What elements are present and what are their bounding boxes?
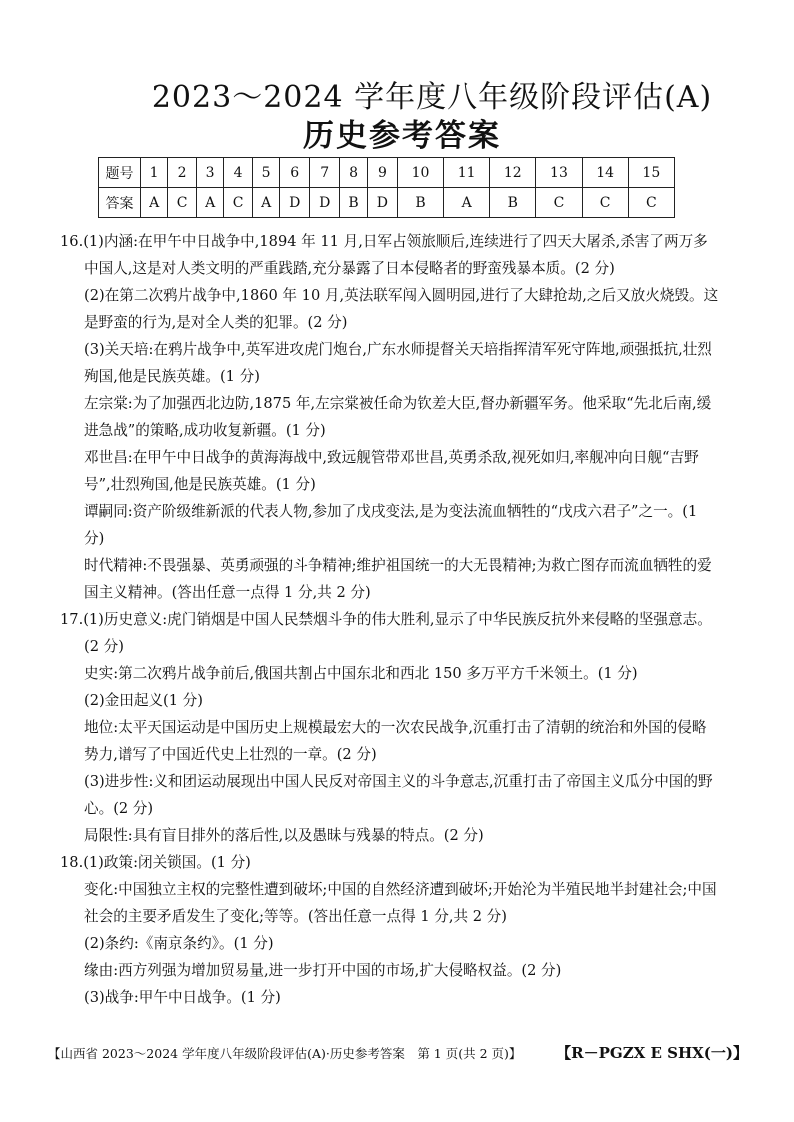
question-number: 6 — [280, 158, 310, 188]
answer-paragraph: 史实:第二次鸦片战争前后,俄国共割占中国东北和西北 150 多万平方千米领土。(1 分) — [84, 665, 638, 682]
answer-cell: D — [367, 188, 397, 218]
number-row-label: 题号 — [99, 158, 141, 188]
answer-cell: A — [444, 188, 490, 218]
question-number: 13 — [536, 158, 582, 188]
question-number: 14 — [582, 158, 628, 188]
answer-paragraph: (2)在第二次鸦片战争中,1860 年 10 月,英法联军闯入圆明园,进行了大肆抢劫,之后又放火烧毁。这是野蛮的行为,是对全人类的犯罪。(2 分) — [84, 287, 719, 331]
answer-cell: C — [582, 188, 628, 218]
answer-paragraph: 缘由:西方列强为增加贸易量,进一步打开中国的市场,扩大侵略权益。(2 分) — [84, 962, 562, 979]
question-number: 11 — [444, 158, 490, 188]
answer-body — [60, 228, 720, 1011]
question-number: 3 — [197, 158, 224, 188]
answer-paragraph: 18.(1)政策:闭关锁国。(1 分) — [60, 854, 251, 871]
document-subtitle: 历史参考答案 — [303, 118, 501, 154]
question-number: 10 — [397, 158, 443, 188]
question-number: 4 — [224, 158, 253, 188]
answer-paragraph: 17.(1)历史意义:虎门销烟是中国人民禁烟斗争的伟大胜利,显示了中华民族反抗外来侵略的坚强意志。(2 分) — [60, 611, 712, 655]
answer-table-answer-row — [99, 188, 675, 218]
answer-paragraph: 谭嗣同:资产阶级维新派的代表人物,参加了戊戌变法,是为变法流血牺牲的“戊戌六君子”之一。(1 分) — [84, 503, 698, 547]
answer-paragraph: 局限性:具有盲目排外的落后性,以及愚昧与残暴的特点。(2 分) — [84, 827, 484, 844]
question-number: 15 — [628, 158, 674, 188]
question-17 — [60, 606, 720, 849]
question-number: 5 — [253, 158, 280, 188]
footer-code: 【R－PGZX E SHX(一)】 — [556, 1044, 748, 1062]
answer-cell: B — [490, 188, 536, 218]
answer-paragraph: (3)关天培:在鸦片战争中,英军进攻虎门炮台,广东水师提督关天培指挥清军死守阵地,顽强抵抗,壮烈殉国,他是民族英雄。(1 分) — [84, 341, 712, 385]
question-number: 2 — [168, 158, 197, 188]
question-18 — [60, 849, 720, 1011]
answer-table — [98, 157, 675, 218]
question-number: 7 — [310, 158, 340, 188]
answer-paragraph: 时代精神:不畏强暴、英勇顽强的斗争精神;维护祖国统一的大无畏精神;为救亡图存而流血牺牲的爱国主义精神。(答出任意一点得 1 分,共 2 分) — [84, 557, 712, 601]
answer-cell: C — [628, 188, 674, 218]
page-footer — [48, 1042, 748, 1063]
question-number: 12 — [490, 158, 536, 188]
question-number: 8 — [340, 158, 368, 188]
document-title: 2023～2024 学年度八年级阶段评估(A) — [151, 80, 713, 115]
answer-paragraph: 16.(1)内涵:在甲午中日战争中,1894 年 11 月,日军占领旅顺后,连续进行了四天大屠杀,杀害了两万多中国人,这是对人类文明的严重践踏,充分暴露了日本侵略者的野蛮残暴本质。(2 分) — [60, 233, 708, 277]
answer-paragraph: (2)金田起义(1 分) — [84, 692, 203, 709]
footer-source: 【山西省 2023～2024 学年度八年级阶段评估(A)·历史参考答案 第 1 页(共 2 页)】 — [48, 1045, 522, 1061]
answer-cell: D — [280, 188, 310, 218]
answer-paragraph: 地位:太平天国运动是中国历史上规模最宏大的一次农民战争,沉重打击了清朝的统治和外国的侵略势力,谱写了中国近代史上壮烈的一章。(2 分) — [84, 719, 707, 763]
question-16 — [60, 228, 720, 606]
answer-paragraph: 左宗棠:为了加强西北边防,1875 年,左宗棠被任命为钦差大臣,督办新疆军务。他采取“先北后南,缓进急战”的策略,成功收复新疆。(1 分) — [84, 395, 712, 439]
answer-paragraph: (3)战争:甲午中日战争。(1 分) — [84, 989, 281, 1006]
answer-paragraph: (3)进步性:义和团运动展现出中国人民反对帝国主义的斗争意志,沉重打击了帝国主义瓜分中国的野心。(2 分) — [84, 773, 713, 817]
answer-cell: C — [536, 188, 582, 218]
answer-paragraph: 邓世昌:在甲午中日战争的黄海海战中,致远舰管带邓世昌,英勇杀敌,视死如归,率舰冲向日舰“吉野号”,壮烈殉国,他是民族英雄。(1 分) — [84, 449, 699, 493]
question-number: 1 — [141, 158, 168, 188]
answer-cell: A — [141, 188, 168, 218]
answer-row-label: 答案 — [99, 188, 141, 218]
question-number: 9 — [367, 158, 397, 188]
answer-cell: B — [340, 188, 368, 218]
answer-cell: B — [397, 188, 443, 218]
answer-cell: C — [224, 188, 253, 218]
answer-table-number-row — [99, 158, 675, 188]
answer-cell: C — [168, 188, 197, 218]
answer-cell: A — [197, 188, 224, 218]
answer-paragraph: (2)条约:《南京条约》。(1 分) — [84, 935, 274, 952]
answer-cell: A — [253, 188, 280, 218]
answer-cell: D — [310, 188, 340, 218]
answer-paragraph: 变化:中国独立主权的完整性遭到破坏;中国的自然经济遭到破坏;开始沦为半殖民地半封建社会;中国社会的主要矛盾发生了变化;等等。(答出任意一点得 1 分,共 2 分) — [84, 881, 717, 925]
